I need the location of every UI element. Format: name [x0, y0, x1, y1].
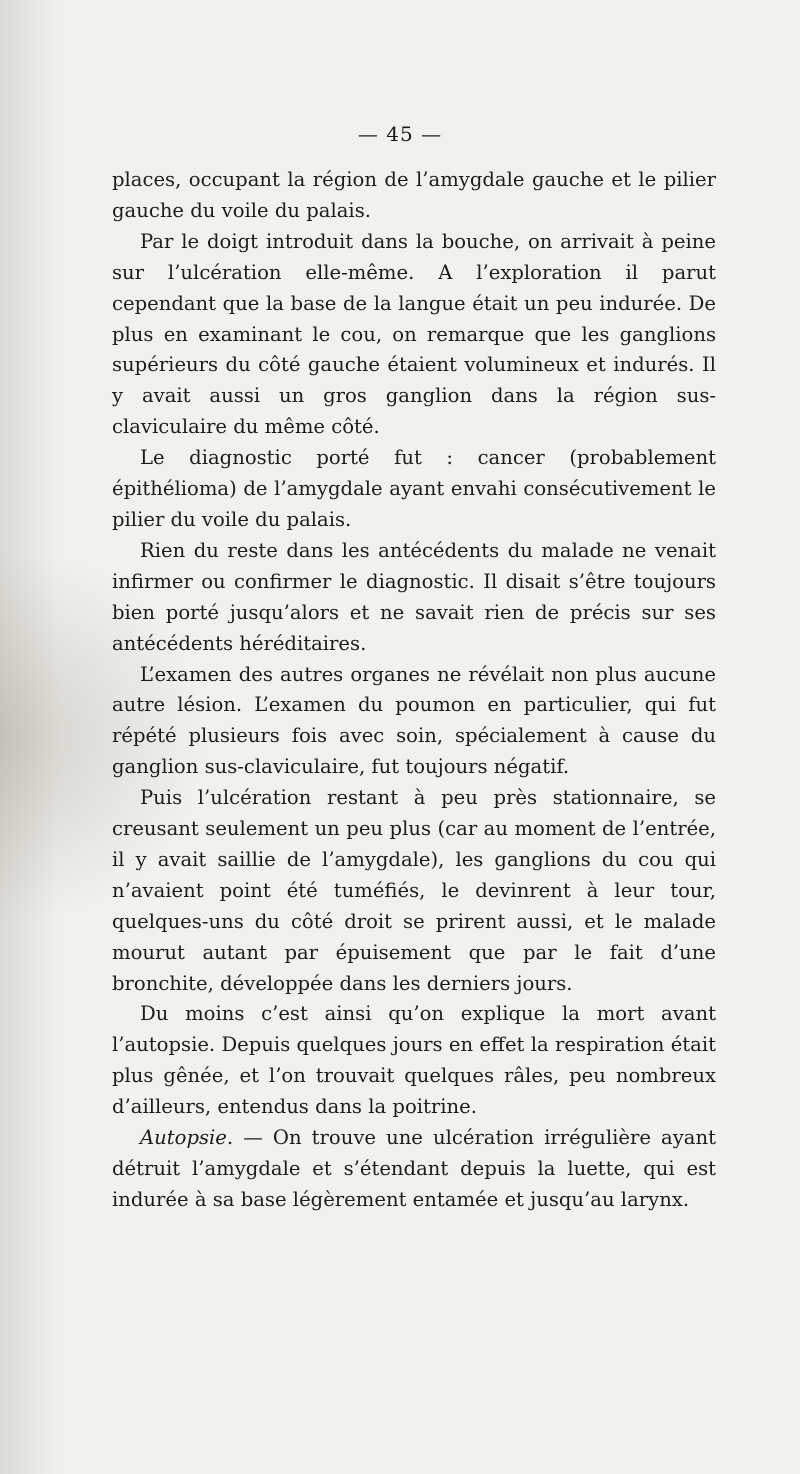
paragraph: Puis l’ulcération restant à peu près stationnaire, se creusant seulement un peu plus (car au moment de l’entrée, il y avait saillie de l’amygdale), les ganglions du cou qui n’avaient point été tuméfiés, le devinrent à leur tour, quelques-uns du côté droit se prirent aussi, et le malade mourut autant par épuisement que par le fait d’une bronchite, développée dans les derniers jours. [112, 786, 716, 995]
page-number: — 45 — [357, 122, 443, 146]
autopsy-paragraph [112, 1123, 716, 1216]
paragraph: Le diagnostic porté fut : cancer (probablement épithélioma) de l’amygdale ayant envahi consécutivement le pilier du voile du palais. [112, 446, 716, 531]
autopsy-text: — On trouve une ulcération irrégulière ayant détruit l’amygdale et s’étendant depuis la luette, qui est indurée à sa base légèrement entamée et jusqu’au larynx. [112, 1126, 716, 1211]
paragraph: Par le doigt introduit dans la bouche, on arrivait à peine sur l’ulcération elle-même. A l’exploration il parut cependant que la base de la langue était un peu indurée. De plus en examinant le cou, on remarque que les ganglions supérieurs du côté gauche étaient volumineux et indurés. Il y avait aussi un gros ganglion dans la région sus-claviculaire du même côté. [112, 229, 716, 439]
paragraph: Du moins c’est ainsi qu’on explique la mort avant l’autopsie. Depuis quelques jours en effet la respiration était plus gênée, et l’on trouvait quelques râles, peu nombreux d’ailleurs, entendus dans la poitrine. [112, 1002, 716, 1119]
autopsy-label: Autopsie. [140, 1126, 234, 1150]
paragraph: Rien du reste dans les antécédents du malade ne venait infirmer ou confirmer le diagnostic. Il disait s’être toujours bien porté jusqu’alors et ne savait rien de précis sur ses antécédents héréditaires. [112, 538, 716, 655]
paragraph-continuation: places, occupant la région de l’amygdale gauche et le pilier gauche du voile du palais. [112, 168, 716, 222]
body-text [112, 165, 716, 1216]
paragraph: L’examen des autres organes ne révélait non plus aucune autre lésion. L’examen du poumon en particulier, qui fut répété plusieurs fois avec soin, spécialement à cause du ganglion sus-claviculaire, fut toujours négatif. [112, 662, 716, 779]
